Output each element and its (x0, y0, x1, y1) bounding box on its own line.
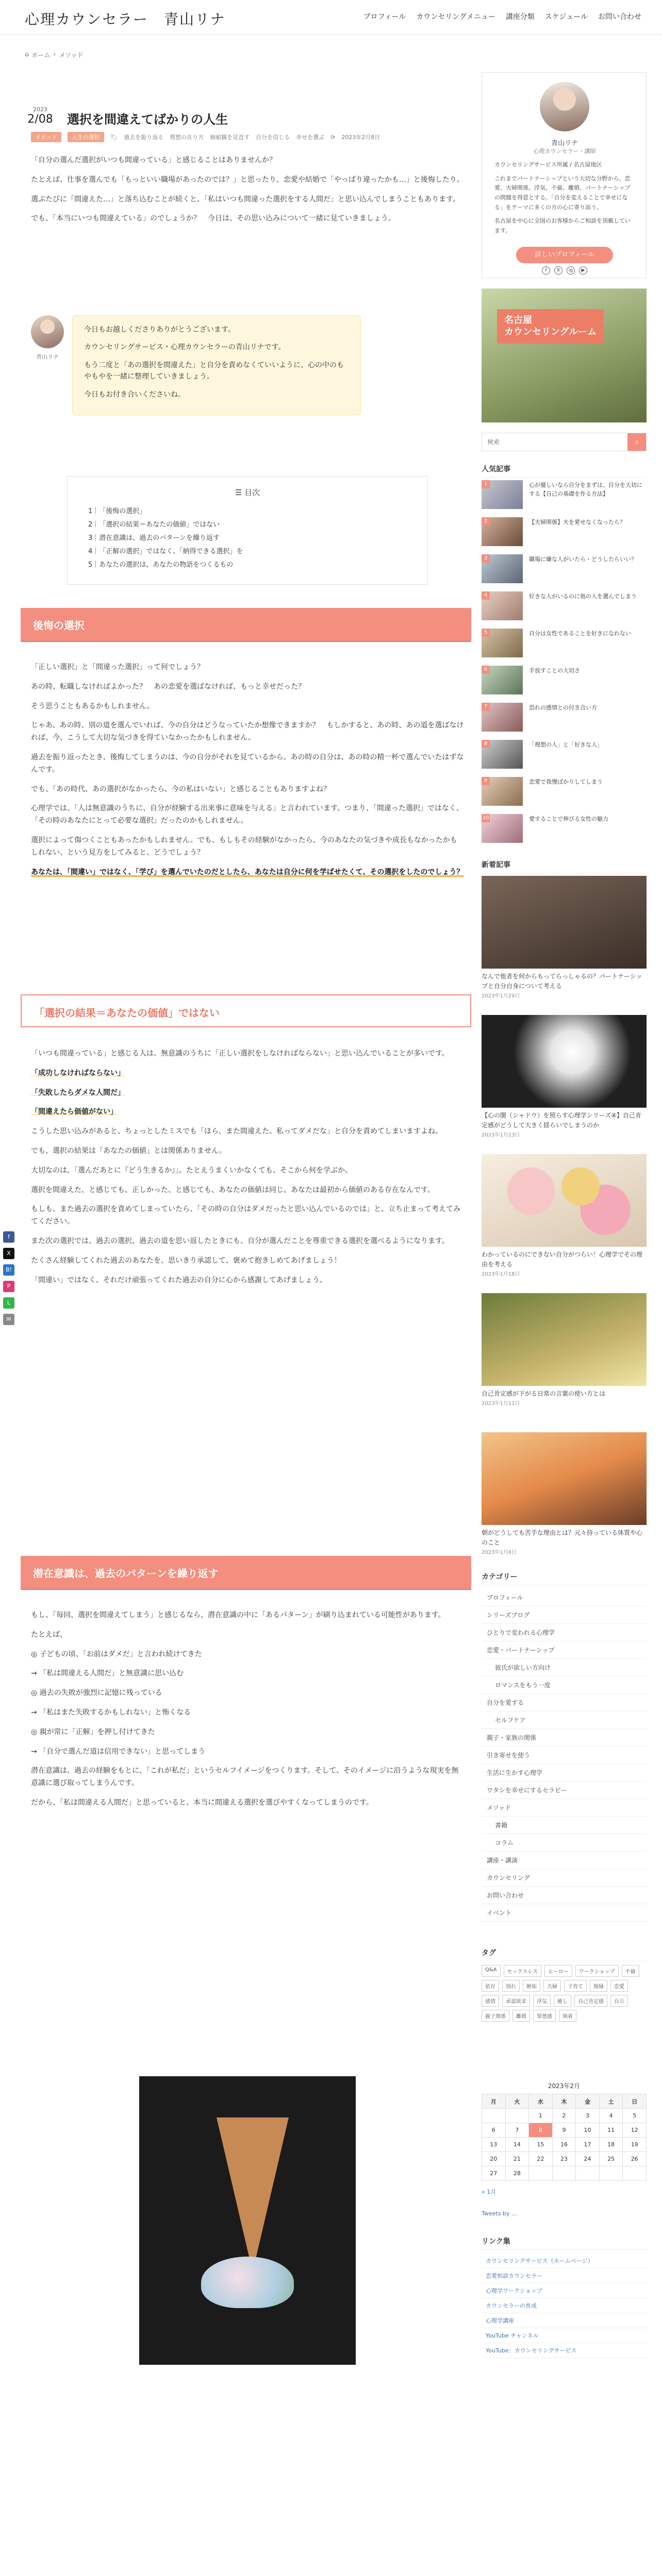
paragraph: 過去を振り返ったとき、後悔してしまうのは、今の自分がそれを見ているから。あの時の自分は、あの時の精一杯で選んでいたはずなんです。 (31, 753, 464, 774)
category-subitem[interactable]: ロマンスをもう一度 (482, 1676, 647, 1694)
calendar-day: 23 (552, 2152, 576, 2166)
section-body (31, 1041, 464, 1294)
paragraph: だから、「私は間違える人間だ」と思っていると、本当に間違える選択を選びやすくなってしまうのです。 (31, 1798, 373, 1807)
banner-line: カウンセリングルーム (504, 327, 597, 338)
new-post-title: 朝がどうしても苦手な理由とは？元々持っている体質や心のこと (482, 1529, 643, 1547)
post-title: 選択を間違えてばかりの人生 (67, 112, 228, 127)
section-heading: 「選択の結果＝あなたの価値」ではない (21, 994, 471, 1027)
nav-schedule[interactable]: スケジュール (544, 13, 588, 21)
links-heading: リンク集 (482, 2236, 647, 2250)
new-post-date: 2023年1月23日 (482, 1132, 520, 1139)
instagram-icon[interactable]: ig (567, 266, 575, 275)
toc-item[interactable]: 1｜「後悔の選択」 (88, 507, 146, 515)
calendar-week (482, 2138, 647, 2152)
category-subitem[interactable]: 彼氏が欲しい方向け (482, 1659, 647, 1676)
search-form (482, 433, 647, 451)
tag-link[interactable]: 依存 (482, 1980, 499, 1992)
post-date (25, 106, 56, 126)
new-post-item[interactable] (482, 1154, 647, 1277)
paragraph: 潜在意識は、過去の経験をもとに、「これが私だ」というセルフイメージをつくります。そして、そのイメージに沿うような現実を無意識に選び取ってしまうんです。 (31, 1767, 459, 1788)
tag-link[interactable]: 自立 (610, 1995, 628, 2007)
calendar-day: 15 (529, 2138, 553, 2152)
tag-link[interactable]: 罪悪感 (533, 2010, 556, 2022)
sidebar (482, 72, 647, 2576)
category-item[interactable]: 恋愛・パートナーシップ (482, 1641, 647, 1659)
calendar-day: 5 (623, 2109, 647, 2123)
calendar-prev-link[interactable]: « 1月 (482, 2189, 496, 2195)
calendar-day: 4 (599, 2109, 623, 2123)
ice-cream-cone (217, 2117, 289, 2272)
ice-cream-scoop (201, 2257, 294, 2308)
calendar-day (599, 2166, 623, 2181)
category-subitem[interactable]: コラム (482, 1834, 647, 1852)
post-meta (31, 132, 464, 142)
new-post-date: 2023年1月11日 (482, 1401, 520, 1407)
new-post-title: 【心の闇（シャドウ）を照らす心理学シリーズ④】自己肯定感がどうして大きく揺らいでしまうのか (482, 1112, 641, 1129)
callout-line: カウンセリングサービス・心理カウンセラーの青山リナです。 (84, 343, 286, 352)
popular-item[interactable] (482, 480, 647, 513)
new-post-item[interactable] (482, 1432, 647, 1555)
tag-icon: 🏷 (110, 133, 118, 141)
tag-link[interactable]: 浮気 (533, 1995, 551, 2007)
rank-badge: 10 (482, 814, 490, 822)
tag-heading: タグ (482, 1947, 647, 1961)
breadcrumb (25, 50, 84, 59)
tag-link[interactable]: ヒーロー (544, 1965, 572, 1977)
line-share-button[interactable]: L (3, 1297, 14, 1309)
rank-badge: 9 (482, 777, 490, 785)
category-item[interactable]: 親子・家族の関係 (482, 1729, 647, 1747)
callout-line: 今日もお付き合いくださいね。 (84, 390, 185, 399)
calendar-day (623, 2166, 647, 2181)
weekday: 木 (552, 2094, 576, 2109)
highlight-paragraph: あなたは、「間違い」ではなく、「学び」を選んでいたのだとしたら、あなたは自分に何を学ばせたくて、その選択をしたのでしょう？ (31, 868, 464, 876)
toc-item[interactable]: 4｜「正解の選択」ではなく、「納得できる選択」を (88, 548, 243, 555)
site-header (0, 0, 662, 35)
calendar-week (482, 2109, 647, 2123)
popular-title: 手放すことの大切さ (529, 667, 580, 674)
popular-item[interactable] (482, 591, 647, 624)
popular-item[interactable] (482, 740, 647, 773)
paragraph: 「正しい選択」と「間違った選択」って何でしょう？ (31, 663, 204, 671)
calendar-day (552, 2166, 576, 2181)
calendar-day: 3 (576, 2109, 600, 2123)
calendar-day: 28 (505, 2166, 529, 2181)
breadcrumb-category[interactable]: メソッド (59, 52, 84, 59)
popular-item[interactable] (482, 666, 647, 699)
category-item[interactable]: ワタシを幸せにするセラピー (482, 1782, 647, 1799)
calendar-day: 20 (482, 2152, 506, 2166)
social-links (482, 266, 647, 275)
paragraph: ◎ 子どもの頃、「お前はダメだ」と言われ続けてきた (31, 1650, 202, 1658)
calendar-week (482, 2152, 647, 2166)
facebook-icon[interactable]: f (542, 266, 550, 275)
weekday: 水 (529, 2094, 553, 2109)
tag-link[interactable]: 嫉妬 (523, 1980, 540, 1992)
rank-badge: 5 (482, 629, 490, 637)
calendar-day: 21 (505, 2152, 529, 2166)
pocket-share-button[interactable]: P (3, 1281, 14, 1292)
thumbnail (482, 876, 647, 969)
speech-bubble (72, 315, 361, 415)
paragraph: 「間違い」ではなく、それだけ頑張ってくれた過去の自分に心から感謝してあげましょう。 (31, 1276, 327, 1284)
popular-title: 恐れの感情との付き合い方 (529, 704, 597, 711)
tag-link[interactable]: 癒し (554, 1995, 571, 2007)
rank-badge: 8 (482, 740, 490, 748)
calendar-day: 6 (482, 2123, 506, 2138)
tag-link[interactable]: 復縁 (590, 1980, 607, 1992)
intro-paragraph: 「自分の選んだ選択がいつも間違っている」と感じることはありませんか？ (31, 156, 276, 164)
section-body (31, 654, 464, 886)
link-list (482, 2253, 647, 2358)
popular-item[interactable] (482, 554, 647, 587)
calendar-day (505, 2109, 529, 2123)
weekday: 火 (505, 2094, 529, 2109)
intro-paragraph: でも、「本当にいつも間違えている」のでしょうか？ 今日は、その思い込みについて一緒に見ていきましょう。 (31, 214, 395, 223)
paragraph: でも、選択の結果は「あなたの価値」とは関係ありません。 (31, 1146, 226, 1155)
paragraph: 選択を間違えた、と感じても、正しかった、と感じても、あなたの価値は同じ。あなたは最初から価値のある存在なんです。 (31, 1185, 435, 1194)
profile-name: 青山リナ (551, 140, 578, 147)
nav-contact[interactable]: お問い合わせ (598, 13, 641, 21)
toc-list (88, 505, 407, 572)
clock-icon: ⟳ (330, 133, 336, 141)
category-heading: カテゴリー (482, 1571, 647, 1585)
category-item[interactable]: ひとりで変われる心理学 (482, 1624, 647, 1641)
meta-tag[interactable]: 自分を信じる (256, 134, 290, 141)
toc-title-text: 目次 (244, 488, 260, 497)
external-link[interactable]: カウンセリングサービス（ホームページ） (482, 2253, 647, 2268)
category-item[interactable]: カウンセリング (482, 1869, 647, 1887)
new-post-item[interactable] (482, 1293, 647, 1406)
calendar-day: 19 (623, 2138, 647, 2152)
calendar (482, 2094, 647, 2181)
intro-paragraph: 選ぶたびに「間違えた…」と落ち込むことが続くと、「私はいつも間違った選択をする人間だ」と思い込んでしまうこともあります。 (31, 195, 460, 204)
calendar-day: 13 (482, 2138, 506, 2152)
x-share-button[interactable]: X (3, 1248, 14, 1259)
category-item[interactable]: 引き寄せを使う (482, 1747, 647, 1764)
profile-description (494, 160, 635, 236)
popular-item[interactable] (482, 777, 647, 810)
rank-badge: 4 (482, 591, 490, 600)
tag-link[interactable]: 感情 (482, 1995, 499, 2007)
tag-link[interactable]: 別れ (502, 1980, 520, 1992)
new-post-date: 2023年1月29日 (482, 993, 520, 999)
external-link[interactable]: カウンセラーの育成 (482, 2298, 647, 2313)
category-subitem[interactable]: セルフケア (482, 1711, 647, 1729)
toc-item[interactable]: 5｜あなたの選択は、あなたの物語をつくるもの (88, 561, 234, 569)
email-share-button[interactable]: ✉ (3, 1314, 14, 1325)
new-post-title: なんで他者を何からもってらっしゃるの？パートナーシップと自分自身について考える (482, 973, 642, 990)
paragraph: もしも、また過去の選択を責めてしまっていたら、「その時の自分はダメだったと思い込んでいるのでは」と、立ち止まって考えてみてください。 (31, 1205, 460, 1226)
paragraph: → 「私はまた失敗するかもしれない」と怖くなる (31, 1708, 191, 1717)
profile-detail-button[interactable]: 詳しいプロフィール (516, 247, 613, 263)
nav-menu[interactable]: カウンセリングメニュー (416, 13, 495, 21)
thumbnail (482, 1015, 647, 1108)
calendar-day: 7 (505, 2123, 529, 2138)
x-icon[interactable]: X (554, 266, 562, 275)
tag-link[interactable]: Q&A (482, 1965, 501, 1977)
tweets-link[interactable]: Tweets by ... (482, 2210, 517, 2217)
external-link[interactable]: 恋愛相談カウンセラー (482, 2268, 647, 2283)
popular-title: 心が優しいなら自分をまずは、自分を大切にする【自己の基礎を作る方法】 (529, 482, 642, 497)
paragraph: ◎ 過去の失敗が強烈に記憶に残っている (31, 1689, 162, 1698)
popular-item[interactable] (482, 517, 647, 550)
paragraph: 大切なのは、「選んだあとに『どう生きるか』」。たとえうまくいかなくても、そこから何を学ぶか。 (31, 1166, 352, 1175)
external-link[interactable]: YouTube チャンネル (482, 2328, 647, 2343)
popular-heading: 人気記事 (482, 464, 647, 478)
site-logo[interactable]: 心理カウンセラー 青山リナ (25, 11, 226, 28)
paragraph: もし、「毎回、選択を間違えてしまう」と感じるなら、潜在意識の中に「あるパターン」が刷り込まれている可能性があります。 (31, 1611, 445, 1619)
weekday: 月 (482, 2094, 506, 2109)
external-link[interactable]: 心理学講座 (482, 2313, 647, 2328)
thumbnail (482, 1293, 647, 1386)
banner-text (497, 309, 604, 344)
calendar-day: 11 (599, 2123, 623, 2138)
table-of-contents (67, 476, 428, 585)
dropped-ice-cream-image (139, 2076, 356, 2365)
thumbnail (482, 1432, 647, 1525)
calendar-day: 18 (599, 2138, 623, 2152)
paragraph: → 「自分で選んだ道は信用できない」と思ってしまう (31, 1747, 206, 1756)
new-post-item[interactable] (482, 1015, 647, 1138)
rank-badge: 3 (482, 554, 490, 563)
rank-badge: 1 (482, 480, 490, 488)
external-link[interactable]: 心理学ワークショップ (482, 2283, 647, 2298)
new-post-title: 自己肯定感が下がる日常の言葉の使い方とは (482, 1390, 606, 1397)
callout-line: もう二度と「あの選択を間違えた」と自分を責めなくていいように、心の中のもやもやを一緒に整理していきましょう。 (84, 361, 344, 381)
meta-tag[interactable]: 価値観を見直す (210, 134, 250, 141)
tag-link[interactable]: 自己肯定感 (574, 1995, 607, 2007)
list-icon: ☰ (235, 488, 245, 497)
home-icon: ⌂ (25, 50, 29, 58)
profile-desc-text: これまでパートナーシップという大切な分野から、恋愛、夫婦関係、浮気、不倫、離婚、パートナーシップの問題を得意とする。「自分を変えることで幸せになる」をテーマに多くの方の心に寄り添う。 (494, 175, 631, 211)
article (21, 72, 471, 2576)
tag-cloud (482, 1965, 647, 2022)
calendar-day: 14 (505, 2138, 529, 2152)
section-body (31, 1602, 464, 1817)
weekday: 土 (599, 2094, 623, 2109)
popular-title: 好きな人がいるのに他の人を選んでしまう (529, 593, 637, 600)
paragraph: → 「私は間違える人間だ」と無意識に思い込む (31, 1669, 184, 1678)
paragraph: あの時、転職しなければよかった？ あの恋愛を選ばなければ、もっと幸せだった？ (31, 682, 305, 691)
calendar-day: 2 (552, 2109, 576, 2123)
calendar-day: 17 (576, 2138, 600, 2152)
popular-title: 恋愛で我慢ばかりしてしまう (529, 778, 603, 785)
hatena-share-button[interactable]: B! (3, 1264, 14, 1276)
paragraph: ◎ 親が常に「正解」を押し付けてきた (31, 1727, 155, 1736)
toc-item[interactable]: 2｜「選択の結果＝あなたの価値」ではない (88, 521, 220, 529)
share-bar (3, 1231, 15, 1330)
category-item[interactable]: お問い合わせ (482, 1887, 647, 1904)
paragraph: たくさん経験してくれた過去のあなたを、思いきり承認して、褒めて抱きしめてあげましょう！ (31, 1256, 341, 1265)
profile-desc-text-2: 名古屋を中心に全国のお客様からご相談を頂戴しています。 (494, 217, 631, 234)
paragraph: でも、「あの時代、あの選択がなかったら、今の私はいない」と感じることもありますよね？ (31, 785, 330, 793)
calendar-day: 25 (599, 2152, 623, 2166)
paragraph: そう思うこともあるかもしれません。 (31, 702, 154, 710)
meta-tag[interactable]: 理想の在り方 (170, 134, 204, 141)
banner-line: 名古屋 (504, 315, 532, 326)
category-item[interactable]: メソッド (482, 1799, 647, 1817)
meta-tag[interactable]: 幸せを選ぶ (296, 134, 325, 141)
avatar (540, 82, 589, 131)
profile-widget (482, 72, 647, 278)
calendar-day (482, 2109, 506, 2123)
calendar-weekdays (482, 2094, 647, 2109)
profile-role: 心理カウンセラー・講師 (533, 148, 596, 155)
category-subitem[interactable]: 書籍 (482, 1817, 647, 1834)
intro (31, 155, 464, 232)
paragraph: また次の選択では、過去の選択、過去の道を思い返したときにも、自分が選んだことを尊重できる選択を選べるようになります。 (31, 1236, 449, 1245)
category-item[interactable]: シリーズブログ (482, 1606, 647, 1624)
popular-title: 【夫婦関係】夫を愛せなくなったら？ (529, 519, 625, 526)
search-icon[interactable]: ⌕ (627, 433, 646, 451)
calendar-day: 9 (552, 2123, 576, 2138)
breadcrumb-home[interactable]: ホーム (31, 52, 51, 59)
section-heading: 潜在意識は、過去のパターンを繰り返す (21, 1556, 471, 1589)
category-list (482, 1589, 647, 1922)
paragraph: こうした思い込みがあると、ちょっとしたミスでも「ほら、また間違えた。私ってダメだな」と自分を責めてしまいますよね。 (31, 1127, 442, 1136)
facebook-share-button[interactable]: f (3, 1231, 14, 1243)
callout-line: 今日もお越しくださりありがとうございます。 (84, 326, 235, 334)
thumbnail (482, 1154, 647, 1247)
popular-item[interactable] (482, 629, 647, 662)
post-year: 2023 (33, 106, 47, 113)
popular-item[interactable] (482, 814, 647, 847)
tag-link[interactable]: セックスレス (504, 1965, 542, 1977)
calendar-day: 10 (576, 2123, 600, 2138)
calendar-day: 22 (529, 2152, 553, 2166)
paragraph: じゃあ、あの時、別の道を選んでいれば、今の自分はどうなっていたか想像できますか？ もしかすると、あの時、あの道を選ばなければ、今、こうして大切な気づきを得ていなかったかもしれません。 (31, 721, 464, 742)
external-link[interactable]: YouTube：カウンセリングサービス (482, 2343, 647, 2358)
category-badge[interactable]: 人生の選択 (68, 132, 104, 142)
toc-title (88, 487, 407, 498)
weekday: 日 (623, 2094, 647, 2109)
counseling-room-banner[interactable] (482, 289, 647, 422)
new-post-date: 2023年1月18日 (482, 1272, 520, 1278)
tag-link[interactable]: 恋愛 (610, 1980, 628, 1992)
new-post-date: 2023年1月6日 (482, 1550, 517, 1556)
calendar-week (482, 2123, 647, 2138)
intro-paragraph: たとえば、仕事を選んでも「もっといい職場があったのでは？」と思ったり、恋愛や結婚で「やっぱり違ったかも…」と後悔したり。 (31, 175, 464, 184)
calendar-day (529, 2166, 553, 2181)
popular-title: 職場に嫌な人がいたら・どうしたらいい？ (529, 556, 637, 563)
calendar-week (482, 2166, 647, 2181)
tag-link[interactable]: 離婚 (512, 2010, 530, 2022)
rank-badge: 6 (482, 666, 490, 674)
nav-profile[interactable]: プロフィール (363, 13, 406, 21)
breadcrumb-separator: › (53, 50, 56, 58)
popular-item[interactable] (482, 703, 647, 736)
calendar-title: 2023年2月 (548, 2082, 581, 2090)
calendar-day-today[interactable]: 8 (529, 2123, 553, 2138)
calendar-day: 26 (623, 2152, 647, 2166)
callout-author-name: 青山リナ (36, 353, 59, 360)
belief-quote: 「失敗したらダメな人間だ」 (31, 1088, 125, 1097)
belief-quote: 「間違えたら価値がない」 (31, 1108, 118, 1116)
paragraph: 心理学では、「人は無意識のうちに、自分が経験する出来事に意味を与える」と言われています。つまり、「間違った選択」ではなく、「その時のあなたにとって必要な選択」だったのかもしれません。 (31, 804, 464, 825)
global-nav (363, 11, 641, 22)
section-heading: 後悔の選択 (21, 608, 471, 641)
meta-tag[interactable]: 過去を振り返る (124, 134, 164, 141)
search-input[interactable] (482, 433, 626, 451)
calendar-day: 24 (576, 2152, 600, 2166)
calendar-day: 27 (482, 2166, 506, 2181)
category-item[interactable]: 自分を愛する (482, 1694, 647, 1711)
category-badge[interactable]: メソッド (31, 132, 61, 142)
toc-item[interactable]: 3｜潜在意識は、過去のパターンを繰り返す (88, 534, 220, 542)
new-post-title: わかっているのにできない自分がつらい！心理学でその理由を考える (482, 1251, 643, 1268)
tag-link[interactable]: 承認欲求 (502, 1995, 530, 2007)
tag-link[interactable]: 親子関係 (482, 2010, 509, 2022)
nav-courses[interactable]: 講座分類 (505, 13, 535, 21)
popular-title: 愛することで伸びる女性の魅力 (529, 816, 608, 822)
paragraph: たとえば、 (31, 1630, 67, 1639)
tag-link[interactable]: ワークショップ (575, 1965, 619, 1977)
tag-link[interactable]: 子育て (564, 1980, 587, 1992)
rank-badge: 2 (482, 517, 490, 526)
new-posts-heading: 新着記事 (482, 859, 647, 873)
calendar-day: 16 (552, 2138, 576, 2152)
calendar-day: 12 (623, 2123, 647, 2138)
updated-date: 2023年2月8日 (341, 134, 380, 141)
category-item[interactable]: イベント (482, 1904, 647, 1922)
post-month-day: 2/08 (27, 113, 53, 126)
youtube-icon[interactable]: ▶ (579, 266, 587, 275)
avatar (31, 315, 64, 348)
popular-title: 「理想の人」と「好きな人」 (529, 741, 603, 748)
profile-subtitle: カウンセリングサービス所属 / 名古屋地区 (494, 161, 602, 168)
paragraph: 選択によって傷つくこともあったかもしれません。でも、もしもその経験がなかったら、今のあなたの気づきや成長もなかったかもしれない、という見方をしてみると、どうでしょう？ (31, 836, 457, 857)
category-item[interactable]: プロフィール (482, 1589, 647, 1606)
tag-link[interactable]: 不倫 (622, 1965, 639, 1977)
weekday: 金 (576, 2094, 600, 2109)
calendar-day (576, 2166, 600, 2181)
belief-quote: 「成功しなければならない」 (31, 1069, 125, 1077)
author-callout (31, 315, 464, 415)
tag-link[interactable]: 夫婦 (543, 1980, 561, 1992)
category-item[interactable]: 生活に生かす心理学 (482, 1764, 647, 1782)
popular-title: 自分は女性であることを好きになれない (529, 630, 631, 637)
tag-link[interactable]: 執着 (559, 2010, 576, 2022)
calendar-day: 1 (529, 2109, 553, 2123)
rank-badge: 7 (482, 703, 490, 711)
category-item[interactable]: 講座・講演 (482, 1852, 647, 1869)
new-post-item[interactable] (482, 876, 647, 999)
paragraph: 「いつも間違っている」と感じる人は、無意識のうちに「正しい選択をしなければならない」と思い込んでいることが多いです。 (31, 1049, 449, 1058)
